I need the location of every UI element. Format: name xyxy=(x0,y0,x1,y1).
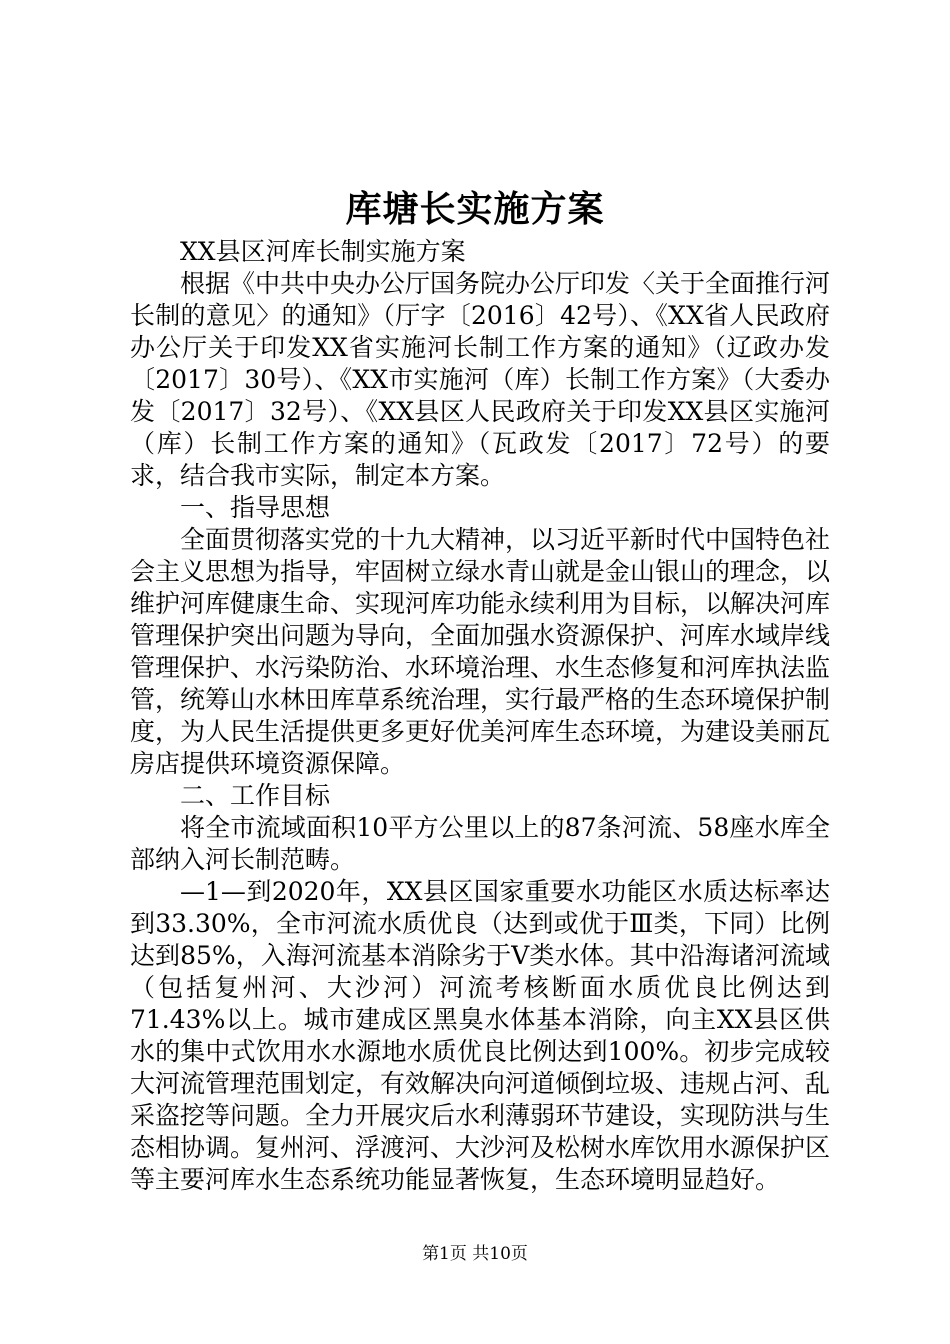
page-number: 第1页 共10页 xyxy=(422,1244,528,1264)
section-heading: 二、工作目标 xyxy=(180,781,331,810)
body-paragraph: —1—到2020年，XX县区国家重要水功能区水质达标率达到33.30%，全市河流水质优良（达到或优于Ⅲ类，下同）比例达到85%，入海河流基本消除劣于Ⅴ类水体。其中沿海诸河流域（包括复州河、大沙河）河流考核断面水质优良比例达到71.43%以上。城市建成区黑臭水体基本消除，向主XX县区供水的集中式饮用水水源地水质优良比例达到100%。初步完成较大河流管理范围划定，有效解决向河道倾倒垃圾、违规占河、乱采盗挖等问题。全力开展灾后水利薄弱环节建设，实现防洪与生态相协调。复州河、浮渡河、大沙河及松树水库饮用水源保护区等主要河库水生态系统功能显著恢复，生态环境明显趋好。 xyxy=(130,877,831,1194)
body-paragraph: 全面贯彻落实党的十九大精神，以习近平新时代中国特色社会主义思想为指导，牢固树立绿水青山就是金山银山的理念，以维护河库健康生命、实现河库功能永续利用为目标，以解决河库管理保护突出问题为导向，全面加强水资源保护、河库水域岸线管理保护、水污染防治、水环境治理、水生态修复和河库执法监管，统筹山水林田库草系统治理，实行最严格的生态环境保护制度，为人民生活提供更多更好优美河库生态环境，为建设美丽瓦房店提供环境资源保障。 xyxy=(130,525,831,778)
body-paragraph: 根据《中共中央办公厅国务院办公厅印发〈关于全面推行河长制的意见〉的通知》（厅字〔2016〕42号）、《XX省人民政府办公厅关于印发XX省实施河长制工作方案的通知》（辽政办发〔2017〕30号）、《XX市实施河（库）长制工作方案》（大委办发〔2017〕32号）、《XX县区人民政府关于印发XX县区实施河（库）长制工作方案的通知》（瓦政发〔2017〕72号）的要求，结合我市实际，制定本方案。 xyxy=(130,269,831,490)
document-title: 库塘长实施方案 xyxy=(345,188,605,230)
document-subtitle: XX县区河库长制实施方案 xyxy=(180,237,466,266)
body-paragraph: 将全市流域面积10平方公里以上的87条河流、58座水库全部纳入河长制范畴。 xyxy=(130,813,830,874)
document-body xyxy=(130,236,830,1196)
section-heading: 一、指导思想 xyxy=(180,493,331,522)
